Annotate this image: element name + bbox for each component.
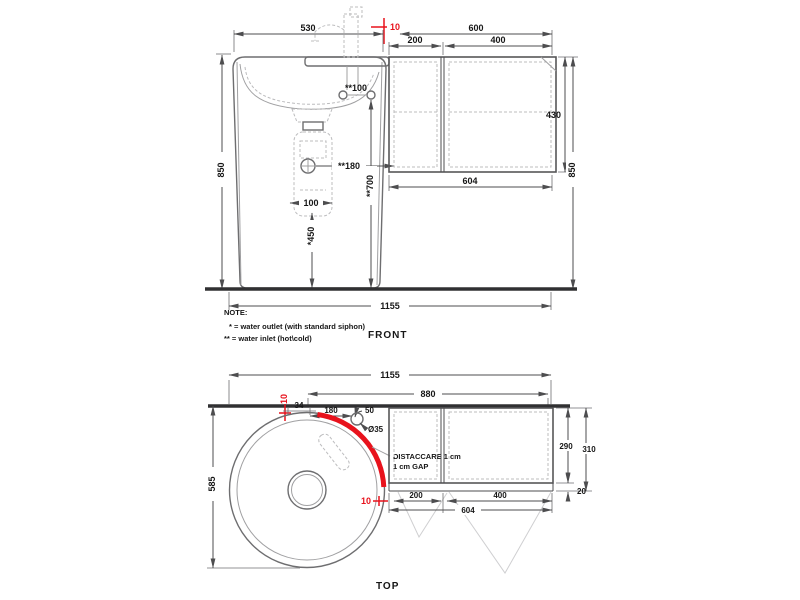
front-dim-outlet-offset-group	[316, 160, 394, 171]
front-dim-door-right: 400	[490, 35, 506, 45]
top-dim-right-span: 880	[420, 389, 436, 399]
front-dim-total-width: 1155	[380, 301, 400, 311]
top-gap-note-line2: 1 cm GAP	[393, 462, 429, 471]
top-dim-tap-setback: 50	[365, 406, 374, 415]
front-dim-cabinet-span: 600	[468, 23, 484, 33]
top-gap-note	[372, 447, 461, 471]
front-dim-height-right: 850	[567, 162, 577, 178]
front-faucet	[305, 7, 389, 66]
top-dim-side-gap: 10	[360, 496, 371, 506]
top-dim-front-lip: 20	[577, 487, 586, 496]
front-note-block	[224, 308, 366, 343]
front-water-outlet	[301, 159, 315, 173]
front-dim-outlet-height-group	[305, 213, 318, 288]
top-view	[206, 370, 600, 592]
front-view-label: FRONT	[368, 330, 408, 341]
front-dim-height-left: 850	[216, 162, 226, 178]
front-dim-height-left-group	[215, 54, 231, 289]
front-dim-outlet-height: *450	[306, 226, 316, 246]
top-dim-total-depth: 585	[207, 476, 217, 492]
top-cabinet	[389, 408, 553, 491]
front-dim-outlet-offset: **180	[337, 161, 361, 171]
top-dim-total-width: 1155	[380, 370, 400, 380]
top-gap-note-line1: DISTACCARE 1 cm	[393, 452, 461, 461]
top-dim-wall-gap: 10	[279, 393, 289, 405]
front-dim-door-left: 200	[407, 35, 423, 45]
top-dim-total-depth-group	[206, 406, 300, 568]
front-view	[205, 7, 579, 343]
front-dim-trap-width-group	[290, 197, 332, 208]
note-inlet-line: ** = water inlet (hot\cold)	[224, 334, 312, 343]
front-dim-trap-width: 100	[303, 198, 319, 208]
top-dim-counter-depth: 310	[582, 445, 596, 454]
front-water-inlets	[339, 66, 375, 99]
top-dim-cabinet-depth: 290	[559, 442, 573, 451]
top-dim-total-width-group	[229, 370, 551, 404]
top-dim-depths-group	[556, 408, 600, 500]
front-top-gap-marker	[371, 18, 400, 44]
front-dim-inlet-height-group	[364, 100, 377, 288]
note-title: NOTE:	[224, 308, 248, 317]
top-dim-cabinet-width: 604	[461, 506, 475, 515]
top-dim-door-left: 200	[409, 491, 423, 500]
front-dim-cabinet-span-group	[400, 23, 552, 55]
top-dim-tap-hole-diameter: Ø35	[368, 425, 384, 434]
top-view-label: TOP	[376, 581, 400, 592]
front-dim-cabinet-height: 430	[545, 110, 561, 120]
note-outlet-line: * = water outlet (with standard siphon)	[229, 322, 366, 331]
top-dim-right-span-group	[308, 389, 548, 406]
top-dim-edge-offset: 34	[294, 401, 304, 410]
front-dim-total-width-group	[229, 292, 551, 311]
top-door-swings	[398, 492, 551, 573]
front-dim-cabinet-width-group	[389, 175, 552, 191]
front-dim-inlet-height: **700	[365, 174, 375, 198]
front-dim-height-right-group	[566, 57, 579, 289]
front-dim-sink-width-group	[234, 23, 383, 52]
front-dim-sink-width: 530	[300, 23, 316, 33]
front-dim-inlet-spacing: **100	[344, 83, 368, 93]
front-dim-cabinet-width: 604	[462, 176, 478, 186]
top-dim-door-right: 400	[493, 491, 507, 500]
front-dim-doors-group	[389, 35, 552, 55]
front-cabinet	[389, 57, 556, 172]
top-dim-tap-offset: 180	[324, 406, 338, 415]
front-dim-top-gap: 10	[390, 22, 401, 32]
